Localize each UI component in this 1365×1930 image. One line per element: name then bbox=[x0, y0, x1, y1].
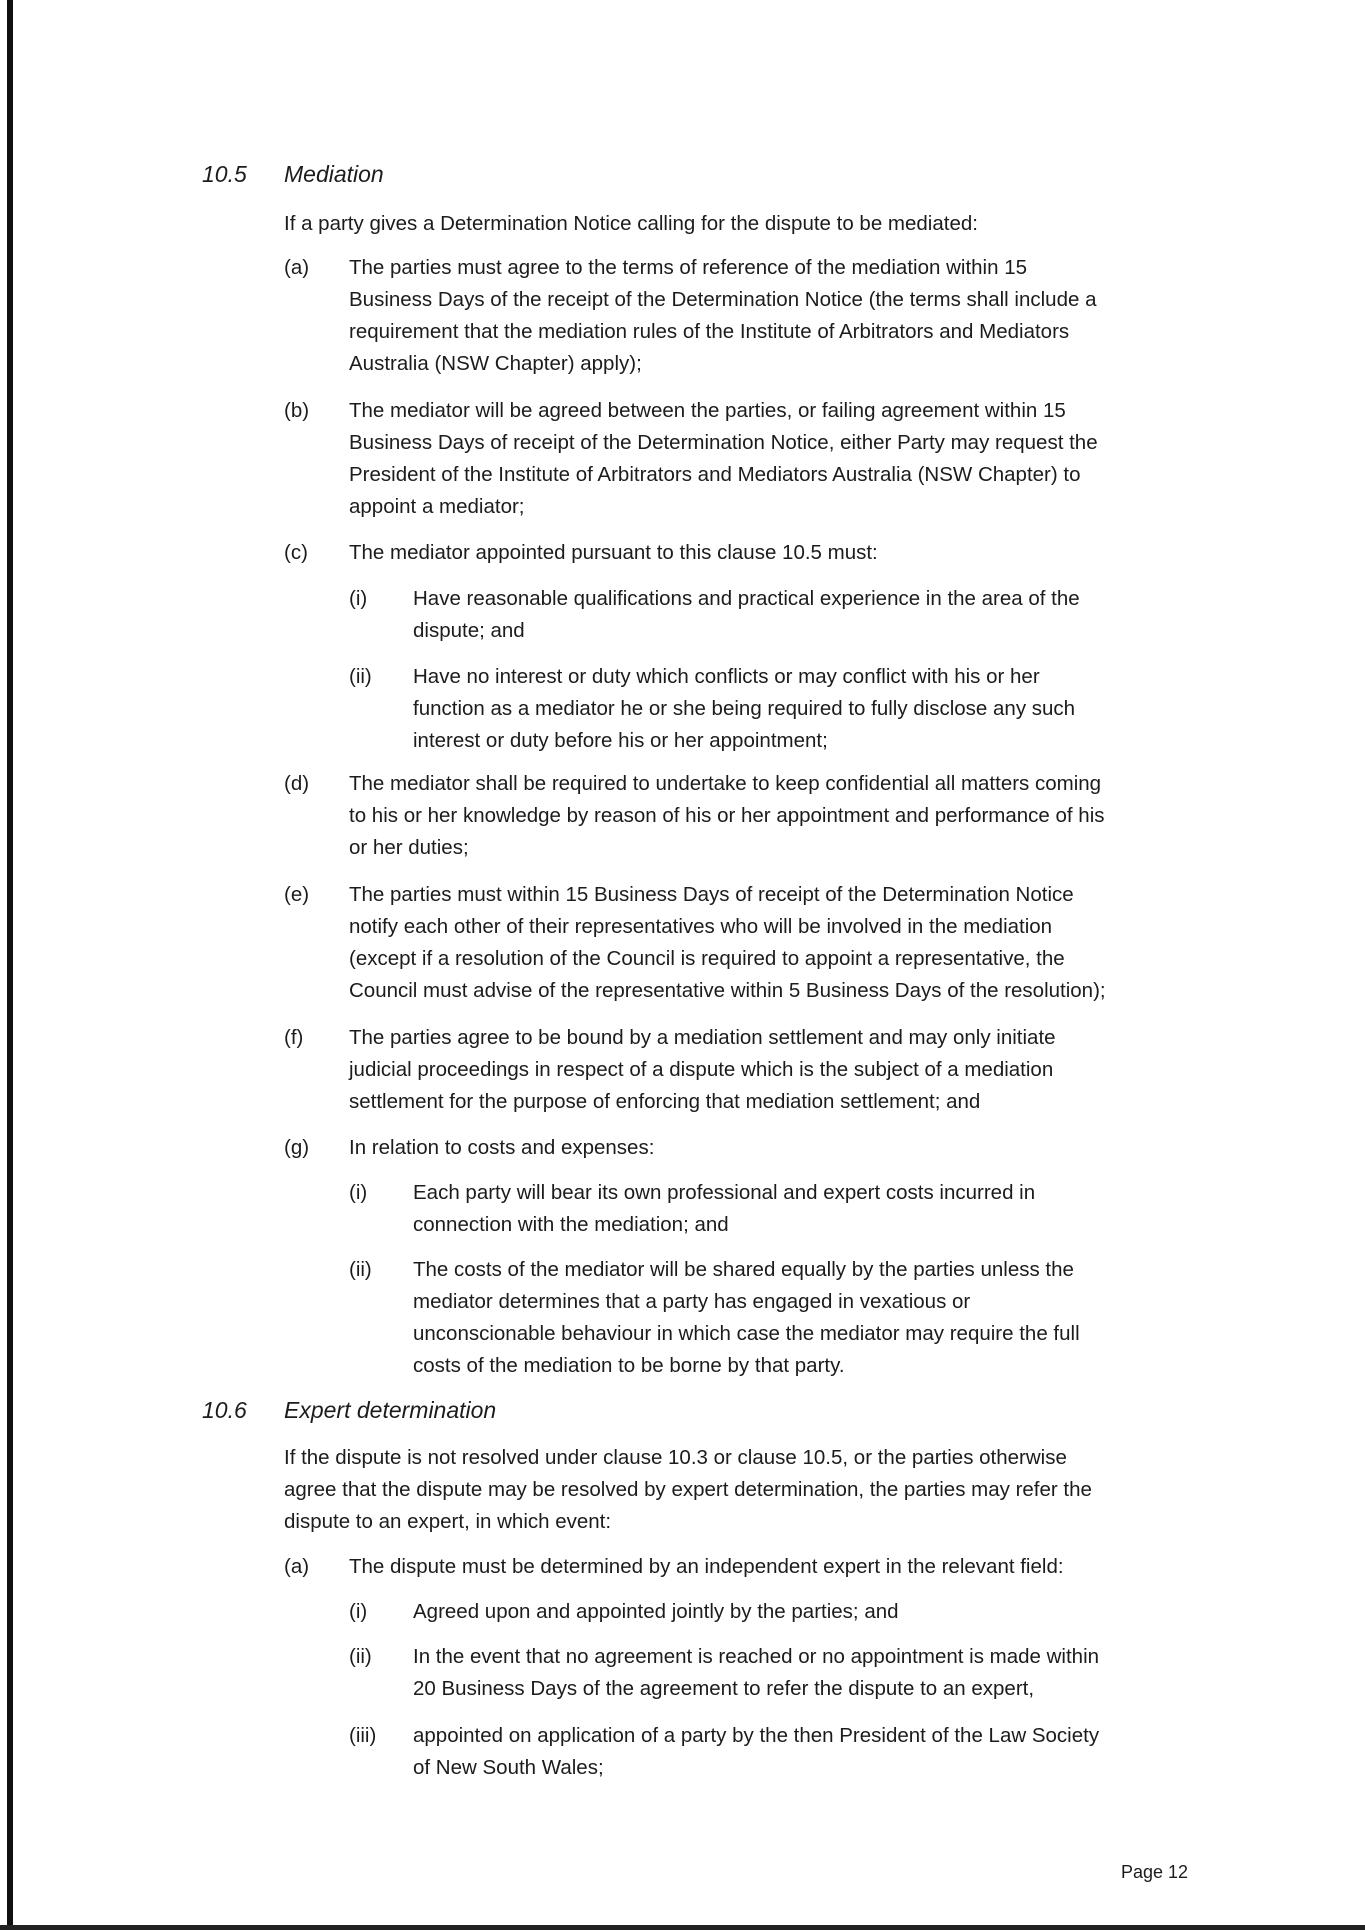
subitem-text-line: appointed on application of a party by the then President of the Law Society bbox=[413, 1724, 1100, 1747]
item-label: (g) bbox=[284, 1136, 310, 1159]
subitem-text-line: 20 Business Days of the agreement to refer the dispute to an expert, bbox=[413, 1677, 1035, 1700]
subitem-text-line: dispute; and bbox=[413, 619, 525, 642]
section-title: Mediation bbox=[284, 161, 384, 187]
subitem-label: (iii) bbox=[349, 1724, 377, 1747]
item-label: (b) bbox=[284, 399, 310, 422]
subitem-text-line: Each party will bear its own professional and expert costs incurred in bbox=[413, 1181, 1036, 1204]
item-text-line: The parties must within 15 Business Days of receipt of the Determination Notice bbox=[349, 883, 1074, 906]
item-text-line: notify each other of their representatives who will be involved in the mediation bbox=[349, 915, 1053, 938]
item-text-line: Australia (NSW Chapter) apply); bbox=[349, 352, 642, 375]
item-text-line: appoint a mediator; bbox=[349, 495, 525, 518]
subitem-text-line: In the event that no agreement is reached or no appointment is made within bbox=[413, 1645, 1100, 1668]
scan-bottom-edge bbox=[0, 1925, 1365, 1930]
item-label: (a) bbox=[284, 256, 310, 279]
item-text-line: The mediator will be agreed between the parties, or failing agreement within 15 bbox=[349, 399, 1066, 422]
scan-edge-bar bbox=[7, 0, 13, 1930]
item-text-line: The mediator appointed pursuant to this clause 10.5 must: bbox=[349, 541, 878, 564]
item-text-line: to his or her knowledge by reason of his or her appointment and performance of his bbox=[349, 804, 1105, 827]
item-label: (d) bbox=[284, 772, 310, 795]
item-text-line: The parties agree to be bound by a mediation settlement and may only initiate bbox=[349, 1026, 1056, 1049]
section-title: Expert determination bbox=[284, 1397, 497, 1423]
subitem-label: (ii) bbox=[349, 1258, 372, 1281]
section-intro: If a party gives a Determination Notice calling for the dispute to be mediated: bbox=[284, 212, 978, 235]
item-label: (a) bbox=[284, 1555, 310, 1578]
section-number: 10.6 bbox=[202, 1397, 247, 1423]
subitem-text-line: Agreed upon and appointed jointly by the parties; and bbox=[413, 1600, 899, 1623]
subitem-text-line: unconscionable behaviour in which case the mediator may require the full bbox=[413, 1322, 1080, 1345]
item-text-line: The dispute must be determined by an independent expert in the relevant field: bbox=[349, 1555, 1064, 1578]
subitem-text-line: costs of the mediation to be borne by that party. bbox=[413, 1354, 845, 1377]
subitem-text-line: Have reasonable qualifications and practical experience in the area of the bbox=[413, 587, 1080, 610]
subitem-label: (i) bbox=[349, 1181, 368, 1204]
item-text-line: judicial proceedings in respect of a dispute which is the subject of a mediation bbox=[349, 1058, 1054, 1081]
subitem-text-line: The costs of the mediator will be shared equally by the parties unless the bbox=[413, 1258, 1074, 1281]
subitem-label: (ii) bbox=[349, 665, 372, 688]
item-text-line: (except if a resolution of the Council is required to appoint a representative, the bbox=[349, 947, 1065, 970]
subitem-text-line: Have no interest or duty which conflicts or may conflict with his or her bbox=[413, 665, 1040, 688]
subitem-text-line: connection with the mediation; and bbox=[413, 1213, 729, 1236]
item-label: (e) bbox=[284, 883, 310, 906]
item-text-line: requirement that the mediation rules of the Institute of Arbitrators and Mediators bbox=[349, 320, 1070, 343]
subitem-text-line: of New South Wales; bbox=[413, 1756, 604, 1779]
item-label: (f) bbox=[284, 1026, 304, 1049]
section-intro-line: If the dispute is not resolved under clause 10.3 or clause 10.5, or the parties otherwise bbox=[284, 1446, 1067, 1469]
page-number: Page 12 bbox=[1121, 1862, 1189, 1882]
item-text-line: Council must advise of the representative within 5 Business Days of the resolution); bbox=[349, 979, 1106, 1002]
item-text-line: In relation to costs and expenses: bbox=[349, 1136, 655, 1159]
subitem-text-line: function as a mediator he or she being required to fully disclose any such bbox=[413, 697, 1076, 720]
item-text-line: or her duties; bbox=[349, 836, 469, 859]
item-text-line: The parties must agree to the terms of reference of the mediation within 15 bbox=[349, 256, 1027, 279]
subitem-text-line: interest or duty before his or her appointment; bbox=[413, 729, 828, 752]
section-intro-line: dispute to an expert, in which event: bbox=[284, 1510, 612, 1533]
subitem-text-line: mediator determines that a party has engaged in vexatious or bbox=[413, 1290, 971, 1313]
section-intro-line: agree that the dispute may be resolved by expert determination, the parties may refer the bbox=[284, 1478, 1092, 1501]
item-text-line: The mediator shall be required to undertake to keep confidential all matters coming bbox=[349, 772, 1102, 795]
subitem-label: (i) bbox=[349, 1600, 368, 1623]
section-number: 10.5 bbox=[202, 161, 247, 187]
item-text-line: Business Days of the receipt of the Determination Notice (the terms shall include a bbox=[349, 288, 1097, 311]
item-text-line: Business Days of receipt of the Determination Notice, either Party may request the bbox=[349, 431, 1098, 454]
subitem-label: (ii) bbox=[349, 1645, 372, 1668]
item-label: (c) bbox=[284, 541, 308, 564]
subitem-label: (i) bbox=[349, 587, 368, 610]
item-text-line: President of the Institute of Arbitrators and Mediators Australia (NSW Chapter) to bbox=[349, 463, 1081, 486]
item-text-line: settlement for the purpose of enforcing that mediation settlement; and bbox=[349, 1090, 981, 1113]
